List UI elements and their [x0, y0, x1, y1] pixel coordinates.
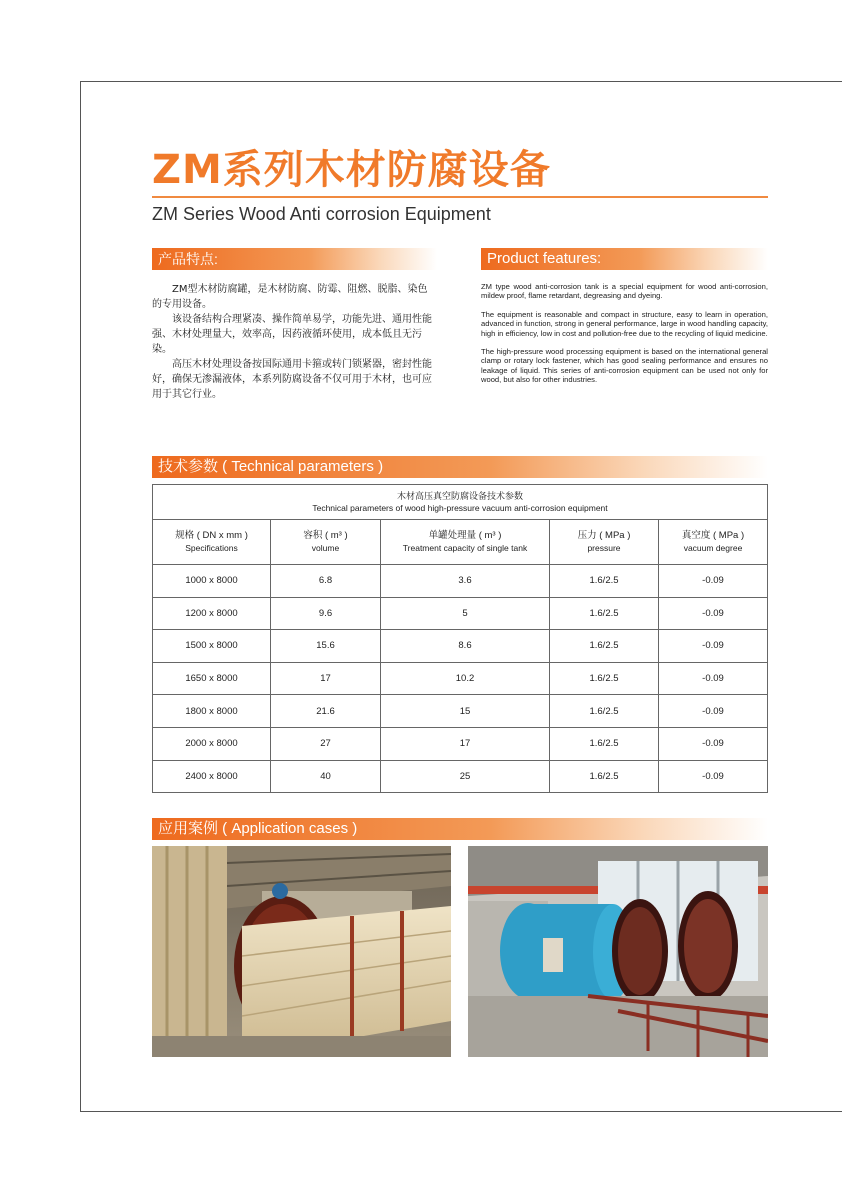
params-table — [152, 484, 768, 793]
table-cell: 1.6/2.5 — [550, 597, 659, 630]
table-cell: -0.09 — [659, 597, 768, 630]
column-header — [153, 520, 271, 565]
cases-heading: 应用案例 ( Application cases ) — [152, 818, 768, 840]
features-cn-text — [152, 282, 437, 402]
table-cell: 15.6 — [271, 630, 381, 663]
column-header-en: pressure — [587, 543, 621, 553]
features-en-paragraph: The equipment is reasonable and compact in structure, easy to learn in operation, advanced in function, strong in general performance, large in wood handling capacity, high in efficiency, low in cost and pollution-free due to the recycling of liquid medicine. — [481, 309, 768, 338]
table-row — [153, 662, 768, 695]
table-row — [153, 630, 768, 663]
column-header — [271, 520, 381, 565]
table-cell: 1.6/2.5 — [550, 760, 659, 793]
column-header-cn: 压力 ( MPa ) — [577, 530, 631, 541]
table-cell: -0.09 — [659, 662, 768, 695]
features-en-text — [481, 282, 768, 394]
column-header — [659, 520, 768, 565]
table-caption-row — [153, 485, 768, 520]
table-row — [153, 565, 768, 598]
table-cell: 10.2 — [381, 662, 550, 695]
table-cell: -0.09 — [659, 727, 768, 760]
column-header — [381, 520, 550, 565]
table-cell: 2400 x 8000 — [153, 760, 271, 793]
table-cell: 1.6/2.5 — [550, 630, 659, 663]
column-header — [550, 520, 659, 565]
table-cell: 1.6/2.5 — [550, 695, 659, 728]
table-cell: -0.09 — [659, 760, 768, 793]
table-caption — [153, 485, 768, 520]
column-header-cn: 真空度 ( MPa ) — [681, 530, 745, 541]
table-cell: 2000 x 8000 — [153, 727, 271, 760]
table-cell: -0.09 — [659, 630, 768, 663]
table-cell: 1000 x 8000 — [153, 565, 271, 598]
table-row — [153, 760, 768, 793]
blue-tanks-illustration — [468, 846, 768, 1057]
title-divider — [152, 196, 768, 198]
table-cell: 25 — [381, 760, 550, 793]
features-cn-paragraph: ZM型木材防腐罐，是木材防腐、防霉、阻燃、脱脂、染色的专用设备。 — [152, 284, 428, 310]
column-header-en: vacuum degree — [683, 543, 743, 553]
table-cell: 1.6/2.5 — [550, 727, 659, 760]
table-cell: 21.6 — [271, 695, 381, 728]
table-cell: -0.09 — [659, 565, 768, 598]
table-cell: 5 — [381, 597, 550, 630]
table-cell: 1.6/2.5 — [550, 565, 659, 598]
table-cell: -0.09 — [659, 695, 768, 728]
application-photo-tanks — [468, 846, 768, 1057]
table-cell: 17 — [271, 662, 381, 695]
table-row — [153, 695, 768, 728]
table-cell: 1650 x 8000 — [153, 662, 271, 695]
features-cn-paragraph: 该设备结构合理紧凑、操作简单易学，功能先进、通用性能强、木材处理量大，效率高，因药液循环使用，成本低且无污染。 — [152, 314, 432, 355]
column-header-cn: 单罐处理量 ( m³ ) — [428, 530, 502, 541]
table-row — [153, 727, 768, 760]
column-header-en: Treatment capacity of single tank — [402, 543, 528, 553]
features-en-paragraph: ZM type wood anti-corrosion tank is a special equipment for wood anti-corrosion, mildew proof, flame retardant, degreasing and dyeing. — [481, 282, 768, 301]
table-cell: 8.6 — [381, 630, 550, 663]
table-caption-cn: 木材高压真空防腐设备技术参数 — [396, 492, 523, 502]
application-photo-lumber — [152, 846, 451, 1057]
table-cell: 40 — [271, 760, 381, 793]
table-cell: 1800 x 8000 — [153, 695, 271, 728]
lumber-tank-illustration — [152, 846, 451, 1057]
column-header-cn: 规格 ( DN x mm ) — [175, 530, 248, 541]
table-cell: 1200 x 8000 — [153, 597, 271, 630]
features-cn-heading: 产品特点: — [152, 248, 437, 270]
features-en-paragraph: The high-pressure wood processing equipment is based on the international general clamp or rotary lock fastener, which has good sealing performance and ensures no leakage of liquid. This series of anti-corrosion equipment can be used not only for wood, but also for other industries. — [481, 347, 768, 385]
column-header-en: volume — [311, 543, 340, 553]
features-cn-paragraph: 高压木材处理设备按国际通用卡箍或转门锁紧器，密封性能好，确保无渗漏液体，本系列防腐设备不仅可用于木材，也可应用于其它行业。 — [152, 359, 432, 400]
page-title-cn: ZM系列木材防腐设备 — [152, 147, 551, 193]
table-cell: 15 — [381, 695, 550, 728]
table-header-row — [153, 520, 768, 565]
features-en-heading: Product features: — [481, 248, 768, 270]
table-cell: 17 — [381, 727, 550, 760]
table-row — [153, 597, 768, 630]
column-header-en: Specifications — [185, 543, 238, 553]
table-cell: 3.6 — [381, 565, 550, 598]
table-cell: 9.6 — [271, 597, 381, 630]
column-header-cn: 容积 ( m³ ) — [303, 530, 348, 541]
table-cell: 27 — [271, 727, 381, 760]
table-cell: 1500 x 8000 — [153, 630, 271, 663]
page-title-en: ZM Series Wood Anti corrosion Equipment — [152, 204, 491, 224]
params-heading: 技术参数 ( Technical parameters ) — [152, 456, 768, 478]
table-cell: 6.8 — [271, 565, 381, 598]
table-cell: 1.6/2.5 — [550, 662, 659, 695]
table-caption-en: Technical parameters of wood high-pressure vacuum anti-corrosion equipment — [312, 503, 608, 513]
